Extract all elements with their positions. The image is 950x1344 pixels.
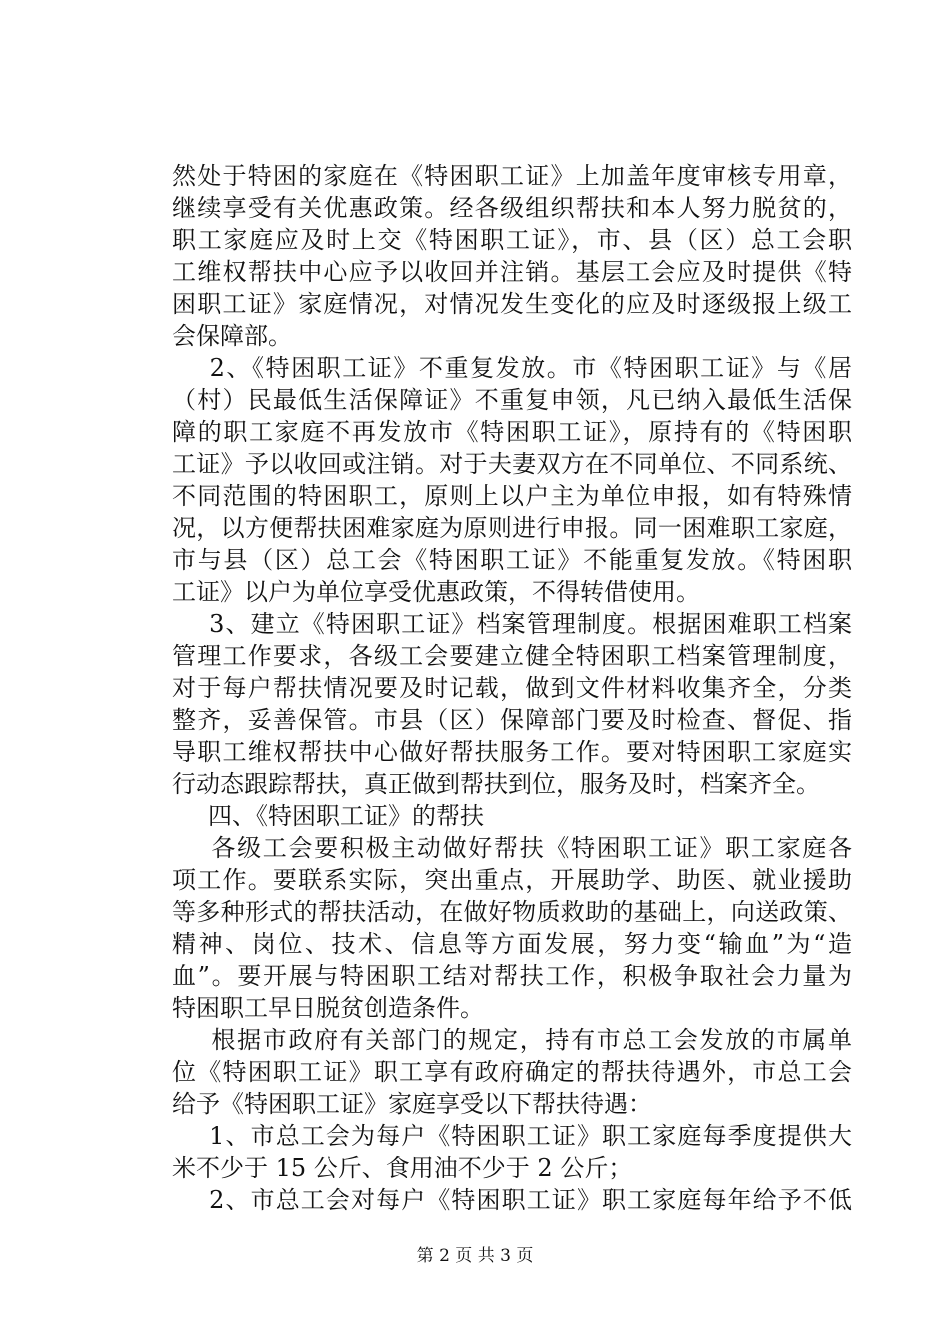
text-line: 根据市政府有关部门的规定，持有市总工会发放的市属单	[172, 1026, 852, 1054]
text-line: 况，以方便帮扶困难家庭为原则进行申报。同一困难职工家庭，	[172, 514, 852, 542]
text-line: 2、《特困职工证》不重复发放。市《特困职工证》与《居	[172, 354, 852, 382]
text-line: 项工作。要联系实际，突出重点，开展助学、助医、就业援助	[172, 866, 852, 894]
text-line: 职工家庭应及时上交《特困职工证》，市、县（区）总工会职	[172, 226, 852, 254]
text-line: 困职工证》家庭情况，对情况发生变化的应及时逐级报上级工	[172, 290, 852, 318]
text-line: 障的职工家庭不再发放市《特困职工证》，原持有的《特困职	[172, 418, 852, 446]
text-line: 不同范围的特困职工，原则上以户主为单位申报，如有特殊情	[172, 482, 852, 510]
text-line: 血”。要开展与特困职工结对帮扶工作，积极争取社会力量为	[172, 962, 852, 990]
text-line: 会保障部。	[172, 322, 292, 350]
text-line: 特困职工早日脱贫创造条件。	[172, 994, 484, 1022]
text-line: 管理工作要求，各级工会要建立健全特困职工档案管理制度，	[172, 642, 852, 670]
text-line: （村）民最低生活保障证》不重复申领，凡已纳入最低生活保	[172, 386, 852, 414]
text-line: 然处于特困的家庭在《特困职工证》上加盖年度审核专用章，	[172, 162, 852, 190]
text-line: 米不少于 15 公斤、食用油不少于 2 公斤；	[172, 1154, 633, 1182]
text-line: 给予《特困职工证》家庭享受以下帮扶待遇：	[172, 1090, 652, 1118]
text-line: 导职工维权帮扶中心做好帮扶服务工作。要对特困职工家庭实	[172, 738, 852, 766]
text-line: 四、《特困职工证》的帮扶	[172, 802, 484, 830]
text-line: 整齐，妥善保管。市县（区）保障部门要及时检查、督促、指	[172, 706, 852, 734]
text-line: 工维权帮扶中心应予以收回并注销。基层工会应及时提供《特	[172, 258, 852, 286]
text-line: 对于每户帮扶情况要及时记载，做到文件材料收集齐全，分类	[172, 674, 852, 702]
text-line: 市与县（区）总工会《特困职工证》不能重复发放。《特困职	[172, 546, 852, 574]
text-line: 工证》予以收回或注销。对于夫妻双方在不同单位、不同系统、	[172, 450, 852, 478]
text-line: 2、市总工会对每户《特困职工证》职工家庭每年给予不低	[172, 1186, 852, 1214]
text-line: 工证》以户为单位享受优惠政策，不得转借使用。	[172, 578, 700, 606]
document-body	[172, 160, 852, 1216]
text-line: 各级工会要积极主动做好帮扶《特困职工证》职工家庭各	[172, 834, 852, 862]
page-footer: 第 2 页 共 3 页	[416, 1246, 534, 1266]
text-line: 3、建立《特困职工证》档案管理制度。根据困难职工档案	[172, 610, 852, 638]
text-line: 等多种形式的帮扶活动，在做好物质救助的基础上，向送政策、	[172, 898, 852, 926]
text-line: 行动态跟踪帮扶，真正做到帮扶到位，服务及时，档案齐全。	[172, 770, 820, 798]
text-line: 1、市总工会为每户《特困职工证》职工家庭每季度提供大	[172, 1122, 852, 1150]
text-line: 继续享受有关优惠政策。经各级组织帮扶和本人努力脱贫的，	[172, 194, 852, 222]
text-line: 位《特困职工证》职工享有政府确定的帮扶待遇外，市总工会	[172, 1058, 852, 1086]
text-line: 精神、岗位、技术、信息等方面发展，努力变“输血”为“造	[172, 930, 852, 958]
